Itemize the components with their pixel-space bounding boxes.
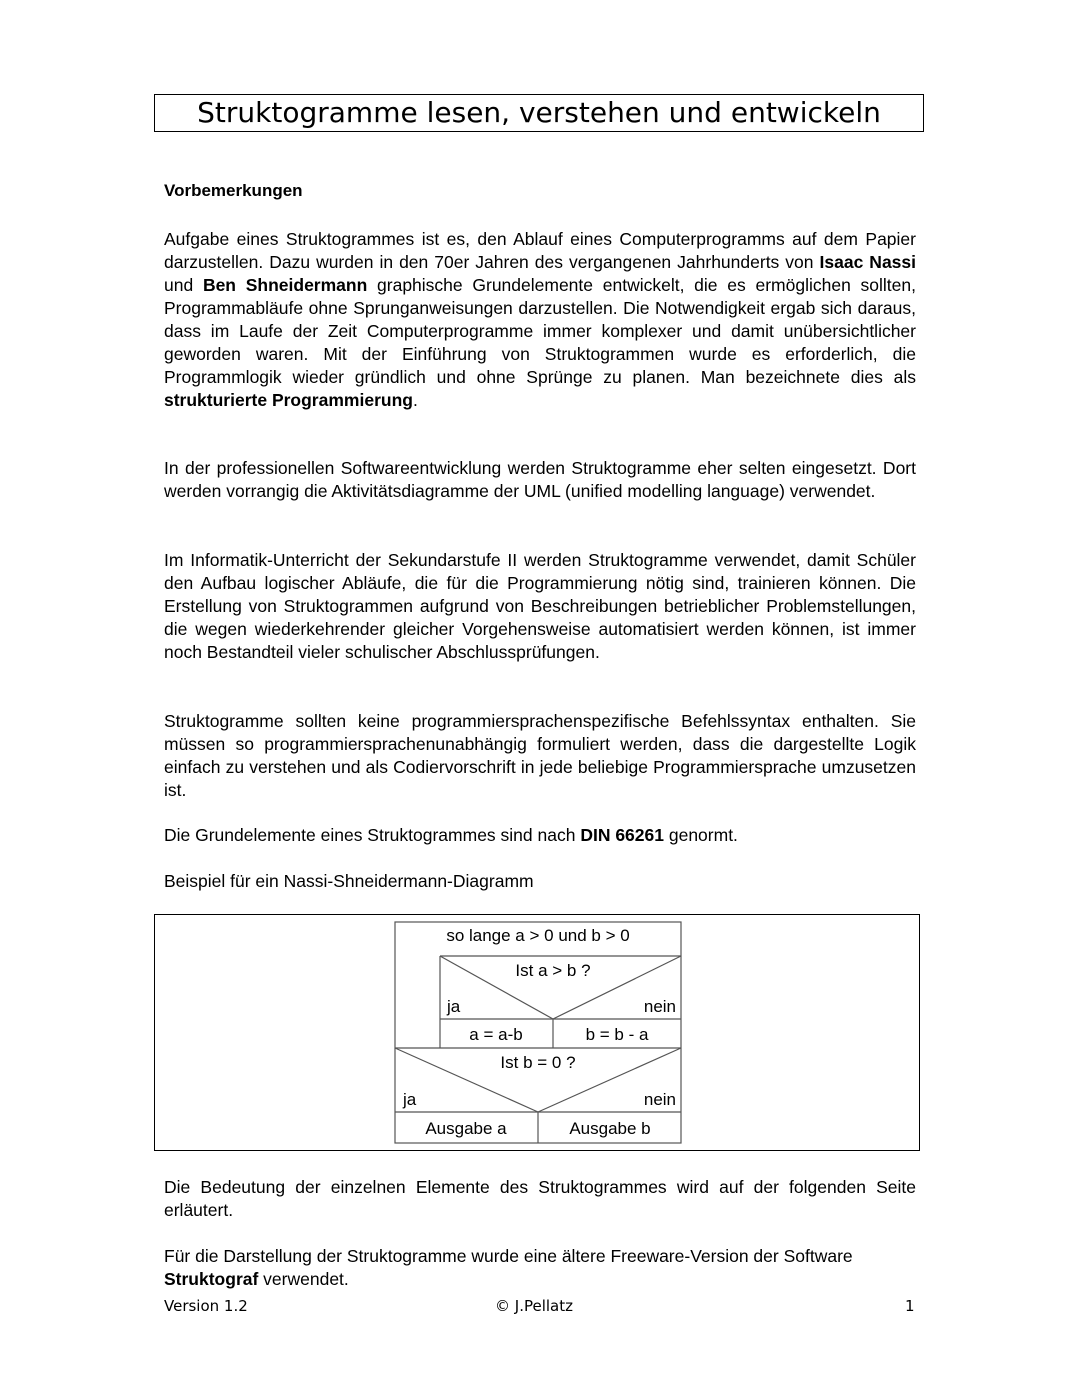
footer-page-number: 1 — [905, 1297, 915, 1315]
loop-condition: so lange a > 0 und b > 0 — [446, 926, 630, 945]
text: graphische Grundelemente entwickelt, die es ermöglichen sollten, Programmabläufe ohne Sprunganweisungen darzustellen. Die Notwendigkeit ergab sich daraus, dass im Laufe der Zeit Computerprogramme immer komplexer und damit unübersichtlicher geworden waren. Mit der Einführung von Struktogrammen wurde es erforderlich, die Programmlogik wieder gründlich und ohne Sprünge zu planen. Man bezeichnete dies als — [164, 275, 916, 387]
page-title: Struktogramme lesen, verstehen und entwickeln — [154, 94, 924, 132]
nassi-shneiderman-diagram — [154, 914, 920, 1151]
footer-copyright: © J.Pellatz — [495, 1297, 573, 1315]
name-nassi: Isaac Nassi — [819, 252, 917, 272]
condition-1: Ist a > b ? — [515, 961, 591, 980]
yes-label-1: ja — [447, 997, 461, 1016]
software-name: Struktograf — [164, 1269, 259, 1289]
text: und — [164, 275, 203, 295]
condition-2: Ist b = 0 ? — [500, 1053, 576, 1072]
text: Aufgabe eines Struktogrammes ist es, den Ablauf eines Computerprogramms auf dem Papier darzustellen. Dazu wurden in den 70er Jahren des vergangenen Jahrhunderts von — [164, 229, 916, 272]
paragraph-school: Im Informatik-Unterricht der Sekundarstufe II werden Struktogramme verwendet, damit Schüler den Aufbau logischer Abläufe, die für die Programmierung nötig sind, trainieren können. Die Erstellung von Struktogrammen aufgrund von Beschreibungen betrieblicher Problemstellungen, die wegen wiederkehrender gleicher Vorgehensweise automatisiert werden können, ist immer noch Bestandteil vieler schulischer Abschlussprüfungen. — [164, 550, 916, 662]
then-statement-2: Ausgabe a — [425, 1119, 507, 1138]
din-norm: DIN 66261 — [580, 825, 664, 845]
yes-label-2: ja — [403, 1090, 417, 1109]
else-statement-1: b = b - a — [585, 1025, 649, 1044]
text: verwendet. — [258, 1269, 349, 1289]
section-heading: Vorbemerkungen — [164, 181, 303, 200]
name-shneidermann: Ben Shneidermann — [202, 275, 368, 295]
footer-version: Version 1.2 — [164, 1297, 248, 1315]
then-statement-1: a = a-b — [469, 1025, 523, 1044]
term-structured-programming: strukturierte Programmierung — [164, 390, 413, 410]
text: . — [412, 390, 418, 410]
text: Die Grundelemente eines Struktogrammes sind nach — [164, 825, 581, 845]
text: genormt. — [664, 825, 738, 845]
paragraph-din — [164, 825, 738, 846]
paragraph-professional: In der professionellen Softwareentwicklung werden Struktogramme eher selten eingesetzt. Dort werden vorrangig die Aktivitätsdiagramme der UML (unified modelling language) verwendet. — [164, 458, 916, 501]
paragraph-example: Beispiel für ein Nassi-Shneidermann-Diagramm — [164, 871, 534, 891]
no-label-2: nein — [643, 1090, 676, 1109]
paragraph-meaning: Die Bedeutung der einzelnen Elemente des Struktogrammes wird auf der folgenden Seite erläutert. — [164, 1177, 916, 1220]
paragraph-software — [164, 1245, 916, 1291]
paragraph-intro — [164, 228, 916, 412]
paragraph-syntax: Struktogramme sollten keine programmiersprachenspezifische Befehlssyntax enthalten. Sie müssen so programmiersprachenunabhängig formuliert werden, dass die dargestellte Logik einfach zu verstehen und als Codiervorschrift in jede beliebige Programmiersprache umzusetzen ist. — [164, 711, 916, 800]
no-label-1: nein — [643, 997, 676, 1016]
text: Für die Darstellung der Struktogramme wurde eine ältere Freeware-Version der Software — [164, 1246, 853, 1266]
else-statement-2: Ausgabe b — [569, 1119, 651, 1138]
